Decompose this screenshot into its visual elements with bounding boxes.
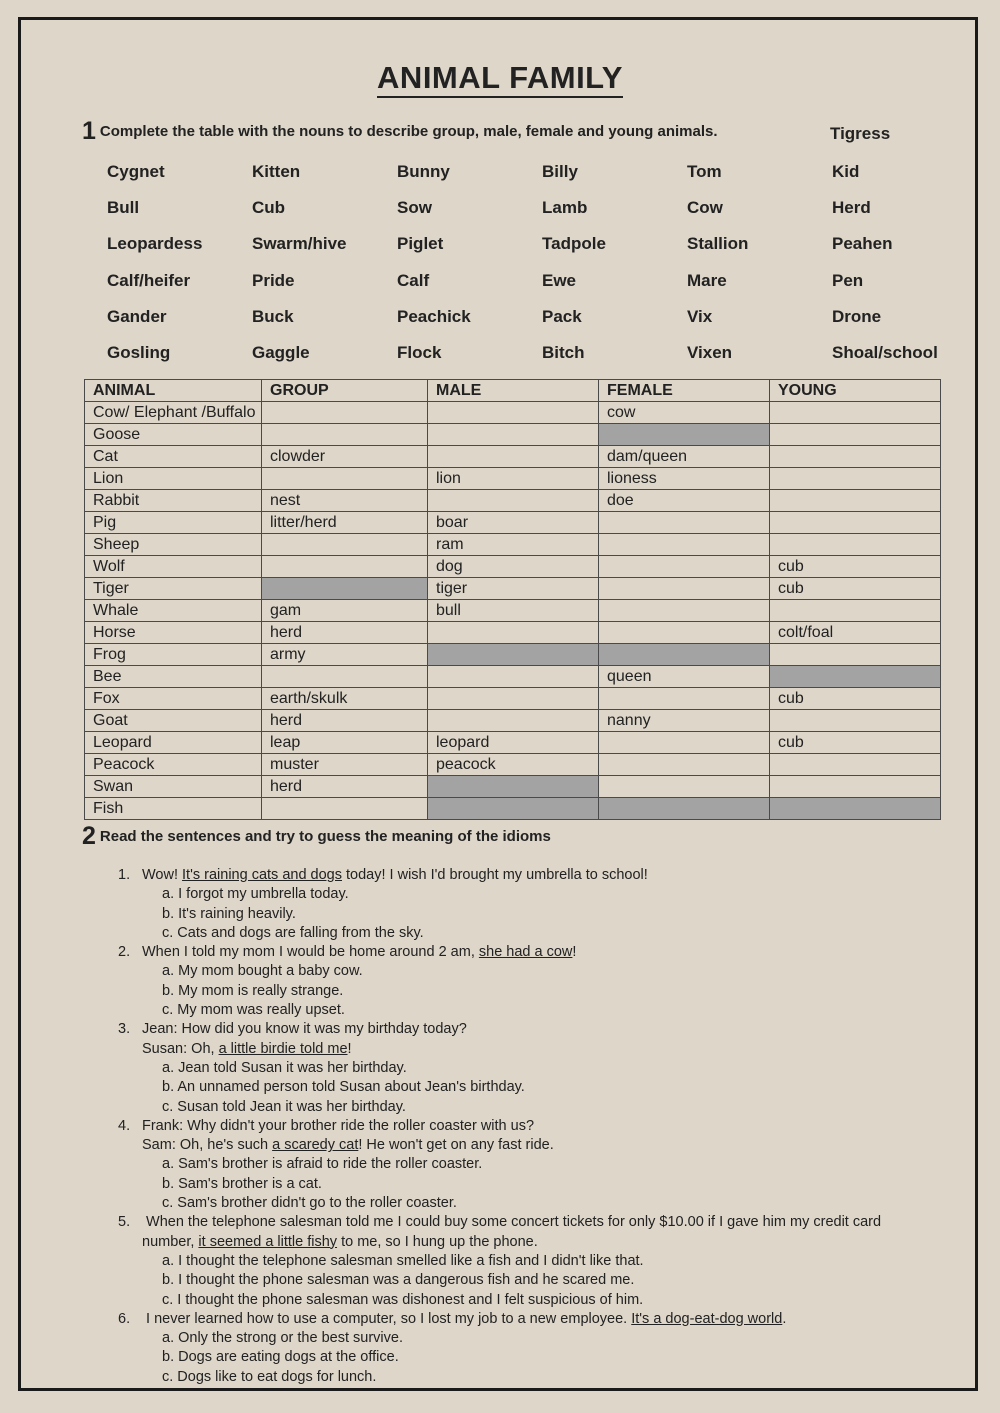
question-number: 2. (118, 944, 131, 961)
answer-cell: leopard (428, 732, 599, 754)
animal-cell: Sheep (85, 534, 262, 556)
question-text-segment: When I told my mom I would be home around 2 am, (142, 944, 479, 961)
question-text (142, 1213, 918, 1252)
answer-cell (770, 798, 941, 820)
question-number: 5. (118, 1214, 131, 1231)
answer-cell (770, 534, 941, 556)
answer-cell (770, 600, 941, 622)
question-text-segment: today! I wish I'd brought my umbrella to school! (341, 867, 648, 883)
question-text-segment: ! (347, 1040, 352, 1057)
page-title: ANIMAL FAMILY (0, 60, 1000, 96)
word-bank-item: Sow (397, 198, 432, 218)
table-row (85, 446, 941, 468)
answer-cell (770, 424, 941, 446)
answer-cell: leap (262, 732, 428, 754)
answer-cell (428, 402, 599, 424)
idiom-questions (118, 866, 918, 1387)
table-row (85, 688, 941, 710)
word-bank-item: Bull (107, 198, 140, 218)
word-bank-item: Stallion (687, 234, 749, 254)
idiom-phrase: It's a dog-eat-dog world (631, 1310, 783, 1327)
question-text (142, 943, 918, 962)
answer-cell (428, 644, 599, 666)
animal-cell: Fox (85, 688, 262, 710)
idiom-phrase: she had a cow (478, 944, 573, 961)
answer-cell: herd (262, 622, 428, 644)
animal-cell: Tiger (85, 578, 262, 600)
answer-cell (770, 446, 941, 468)
animal-cell: Cat (85, 446, 262, 468)
question-text-segment: Susan: Oh, (142, 1040, 219, 1057)
answer-cell: boar (428, 512, 599, 534)
word-bank-item: Shoal/school (832, 342, 938, 362)
idiom-phrase: it seemed a little fishy (198, 1233, 338, 1250)
animal-cell: Peacock (85, 754, 262, 776)
answer-cell: cub (770, 556, 941, 578)
word-bank (107, 160, 957, 377)
answer-cell: lion (428, 468, 599, 490)
word-bank-item: Kid (832, 162, 860, 181)
word-bank-item: Drone (832, 306, 882, 326)
animal-cell: Leopard (85, 732, 262, 754)
word-bank-item: Bitch (542, 342, 585, 362)
table-row (85, 490, 941, 512)
answer-cell: army (262, 644, 428, 666)
answer-cell (428, 776, 599, 798)
answer-cell (599, 622, 770, 644)
word-bank-item: Cow (687, 198, 723, 218)
answer-option: c. Susan told Jean it was her birthday. (162, 1098, 406, 1115)
answer-cell (599, 798, 770, 820)
animal-cell: Goat (85, 710, 262, 732)
answer-cell (599, 424, 770, 446)
answer-option: a. I forgot my umbrella today. (162, 886, 349, 903)
section-1-heading: 1 Complete the table with the nouns to describe group, male, female and young animals. (82, 117, 718, 145)
answer-cell (770, 666, 941, 688)
idiom-phrase: It's raining cats and dogs (182, 867, 342, 883)
answer-option: a. Jean told Susan it was her birthday. (162, 1059, 407, 1076)
question-number: 6. (118, 1310, 131, 1327)
answer-option: b. It's raining heavily. (162, 905, 296, 922)
word-bank-item: Peachick (397, 306, 471, 326)
table-row (85, 424, 941, 446)
answer-option: b. Sam's brother is a cat. (162, 1175, 322, 1192)
answer-cell: gam (262, 600, 428, 622)
answer-cell (262, 798, 428, 820)
question-text (142, 1136, 918, 1155)
question-text-segment: Sam: Oh, he's such (142, 1137, 273, 1154)
word-bank-item: Cygnet (107, 162, 165, 181)
answer-cell: cub (770, 688, 941, 710)
answer-cell (599, 600, 770, 622)
animal-cell: Lion (85, 468, 262, 490)
answer-cell (262, 666, 428, 688)
table-row (85, 754, 941, 776)
answer-cell (599, 578, 770, 600)
answer-option: c. I thought the phone salesman was dishonest and I felt suspicious of him. (162, 1291, 644, 1308)
answer-cell: queen (599, 666, 770, 688)
answer-cell (262, 424, 428, 446)
answer-option: a. I thought the telephone salesman smelled like a fish and I didn't like that. (162, 1252, 644, 1269)
word-bank-item: Piglet (397, 234, 444, 254)
answer-cell (599, 688, 770, 710)
answer-cell: clowder (262, 446, 428, 468)
table-row (85, 798, 941, 820)
question-text (142, 1040, 918, 1059)
word-bank-item: Gander (107, 306, 167, 326)
question-item (118, 1213, 918, 1309)
word-bank-item: Peahen (832, 234, 893, 254)
word-bank-item: Gaggle (252, 342, 310, 362)
animal-cell: Bee (85, 666, 262, 688)
question-text-segment: Frank: Why didn't your brother ride the roller coaster with us? (142, 1117, 535, 1134)
word-bank-item: Mare (687, 270, 727, 290)
answer-option: c. Dogs like to eat dogs for lunch. (162, 1368, 377, 1385)
question-text-segment: When the telephone salesman told me I could buy some concert tickets for only $10.00 if I gave him my credit card number, (142, 1214, 882, 1250)
word-bank-item: Leopardess (107, 234, 203, 254)
table-row (85, 512, 941, 534)
word-bank-item: Gosling (107, 342, 171, 362)
answer-cell (770, 402, 941, 424)
word-bank-item: Tadpole (542, 234, 606, 254)
answer-option: a. My mom bought a baby cow. (162, 963, 363, 980)
answer-cell: doe (599, 490, 770, 512)
answer-cell: nanny (599, 710, 770, 732)
question-item (118, 943, 918, 1020)
question-text-segment: I never learned how to use a computer, so I lost my job to a new employee. (142, 1310, 632, 1327)
answer-cell (428, 666, 599, 688)
column-header: ANIMAL (85, 380, 262, 402)
word-bank-item: Cub (252, 198, 286, 218)
answer-cell (428, 688, 599, 710)
answer-cell (770, 644, 941, 666)
animal-cell: Whale (85, 600, 262, 622)
answer-option: a. Only the strong or the best survive. (162, 1330, 403, 1347)
answer-cell: tiger (428, 578, 599, 600)
question-number: 4. (118, 1117, 131, 1134)
question-item (118, 1117, 918, 1213)
question-text (142, 1310, 918, 1329)
word-bank-item: Pack (542, 306, 582, 326)
table-row (85, 644, 941, 666)
question-text-segment: ! (572, 944, 577, 961)
answer-cell: lioness (599, 468, 770, 490)
table-row (85, 710, 941, 732)
answer-cell: dog (428, 556, 599, 578)
answer-cell: litter/herd (262, 512, 428, 534)
answer-cell: peacock (428, 754, 599, 776)
word-bank-extra: Tigress (830, 124, 891, 143)
answer-cell (599, 754, 770, 776)
word-bank-item: Calf (397, 270, 430, 290)
table-row (85, 600, 941, 622)
answer-cell: cub (770, 578, 941, 600)
answer-cell (428, 710, 599, 732)
answer-cell (262, 556, 428, 578)
answer-option: c. My mom was really upset. (162, 1002, 345, 1019)
animal-cell: Cow/ Elephant /Buffalo (85, 402, 262, 424)
word-bank-item: Billy (542, 162, 578, 181)
table-row (85, 622, 941, 644)
column-header: YOUNG (770, 380, 941, 402)
word-bank-item: Bunny (397, 162, 450, 181)
answer-option: b. Dogs are eating dogs at the office. (162, 1349, 399, 1366)
answer-cell (262, 578, 428, 600)
answer-option: c. Cats and dogs are falling from the sky. (162, 924, 424, 941)
animal-cell: Pig (85, 512, 262, 534)
answer-cell (599, 556, 770, 578)
animal-cell: Horse (85, 622, 262, 644)
answer-cell (262, 468, 428, 490)
column-header: GROUP (262, 380, 428, 402)
table-row (85, 578, 941, 600)
answer-cell: dam/queen (599, 446, 770, 468)
section-2-heading: 2 Read the sentences and try to guess the meaning of the idioms (82, 822, 551, 850)
answer-option: a. Sam's brother is afraid to ride the roller coaster. (162, 1156, 483, 1173)
word-bank-item: Lamb (542, 198, 588, 218)
question-text-segment: to me, so I hung up the phone. (337, 1233, 538, 1250)
answer-cell (428, 446, 599, 468)
answer-cell (428, 424, 599, 446)
column-header: FEMALE (599, 380, 770, 402)
question-number: 1. (118, 867, 131, 883)
answer-option: b. I thought the phone salesman was a dangerous fish and he scared me. (162, 1272, 635, 1289)
answer-option: b. An unnamed person told Susan about Jean's birthday. (162, 1079, 525, 1096)
answer-cell (599, 512, 770, 534)
answer-cell (428, 490, 599, 512)
answer-cell (262, 402, 428, 424)
animal-cell: Swan (85, 776, 262, 798)
table-row (85, 556, 941, 578)
answer-cell (599, 776, 770, 798)
word-bank-item: Swarm/hive (252, 234, 347, 254)
answer-option: c. Sam's brother didn't go to the roller coaster. (162, 1195, 457, 1212)
question-text (142, 866, 918, 885)
question-text-segment: Wow! (142, 867, 183, 883)
answer-cell (770, 512, 941, 534)
word-bank-item: Pen (832, 270, 864, 290)
answer-cell: nest (262, 490, 428, 512)
answer-cell (599, 534, 770, 556)
answer-option: b. My mom is really strange. (162, 982, 344, 999)
animal-cell: Frog (85, 644, 262, 666)
word-bank-item: Buck (252, 306, 294, 326)
table-header-row (85, 380, 941, 402)
answer-cell: bull (428, 600, 599, 622)
question-item (118, 1310, 918, 1387)
word-bank-item: Ewe (542, 270, 577, 290)
animal-cell: Rabbit (85, 490, 262, 512)
table-row (85, 776, 941, 798)
answer-cell (428, 798, 599, 820)
question-number: 3. (118, 1021, 131, 1038)
table-row (85, 534, 941, 556)
answer-cell (770, 754, 941, 776)
answer-cell: earth/skulk (262, 688, 428, 710)
answer-cell (599, 732, 770, 754)
word-bank-item: Pride (252, 270, 295, 290)
answer-cell: herd (262, 776, 428, 798)
answer-cell (770, 468, 941, 490)
animal-cell: Goose (85, 424, 262, 446)
table-row (85, 666, 941, 688)
word-bank-item: Flock (397, 342, 442, 362)
column-header: MALE (428, 380, 599, 402)
answer-cell (428, 622, 599, 644)
answer-cell (770, 776, 941, 798)
question-text-segment: . (782, 1310, 787, 1327)
word-bank-item: Vix (687, 306, 713, 326)
table-row (85, 402, 941, 424)
answer-cell: herd (262, 710, 428, 732)
answer-cell: colt/foal (770, 622, 941, 644)
question-text (142, 1020, 918, 1039)
word-bank-item: Calf/heifer (107, 270, 191, 290)
question-item (118, 1020, 918, 1116)
answer-cell: cub (770, 732, 941, 754)
answer-cell (599, 644, 770, 666)
answer-cell: cow (599, 402, 770, 424)
word-bank-item: Tom (687, 162, 722, 181)
word-bank-item: Vixen (687, 342, 733, 362)
answer-cell (770, 710, 941, 732)
animal-family-table (84, 379, 941, 820)
idiom-phrase: a little birdie told me (218, 1040, 348, 1057)
idiom-phrase: a scaredy cat (272, 1137, 359, 1154)
animal-cell: Fish (85, 798, 262, 820)
answer-cell: muster (262, 754, 428, 776)
question-text (142, 1117, 918, 1136)
question-item (118, 866, 918, 943)
question-text-segment: ! He won't get on any fast ride. (358, 1137, 554, 1154)
answer-cell (770, 490, 941, 512)
answer-cell: ram (428, 534, 599, 556)
word-bank-item: Herd (832, 198, 871, 218)
question-text-segment: Jean: How did you know it was my birthday today? (142, 1021, 467, 1038)
table-row (85, 468, 941, 490)
answer-cell (262, 534, 428, 556)
word-bank-item: Kitten (252, 162, 301, 181)
table-row (85, 732, 941, 754)
animal-cell: Wolf (85, 556, 262, 578)
